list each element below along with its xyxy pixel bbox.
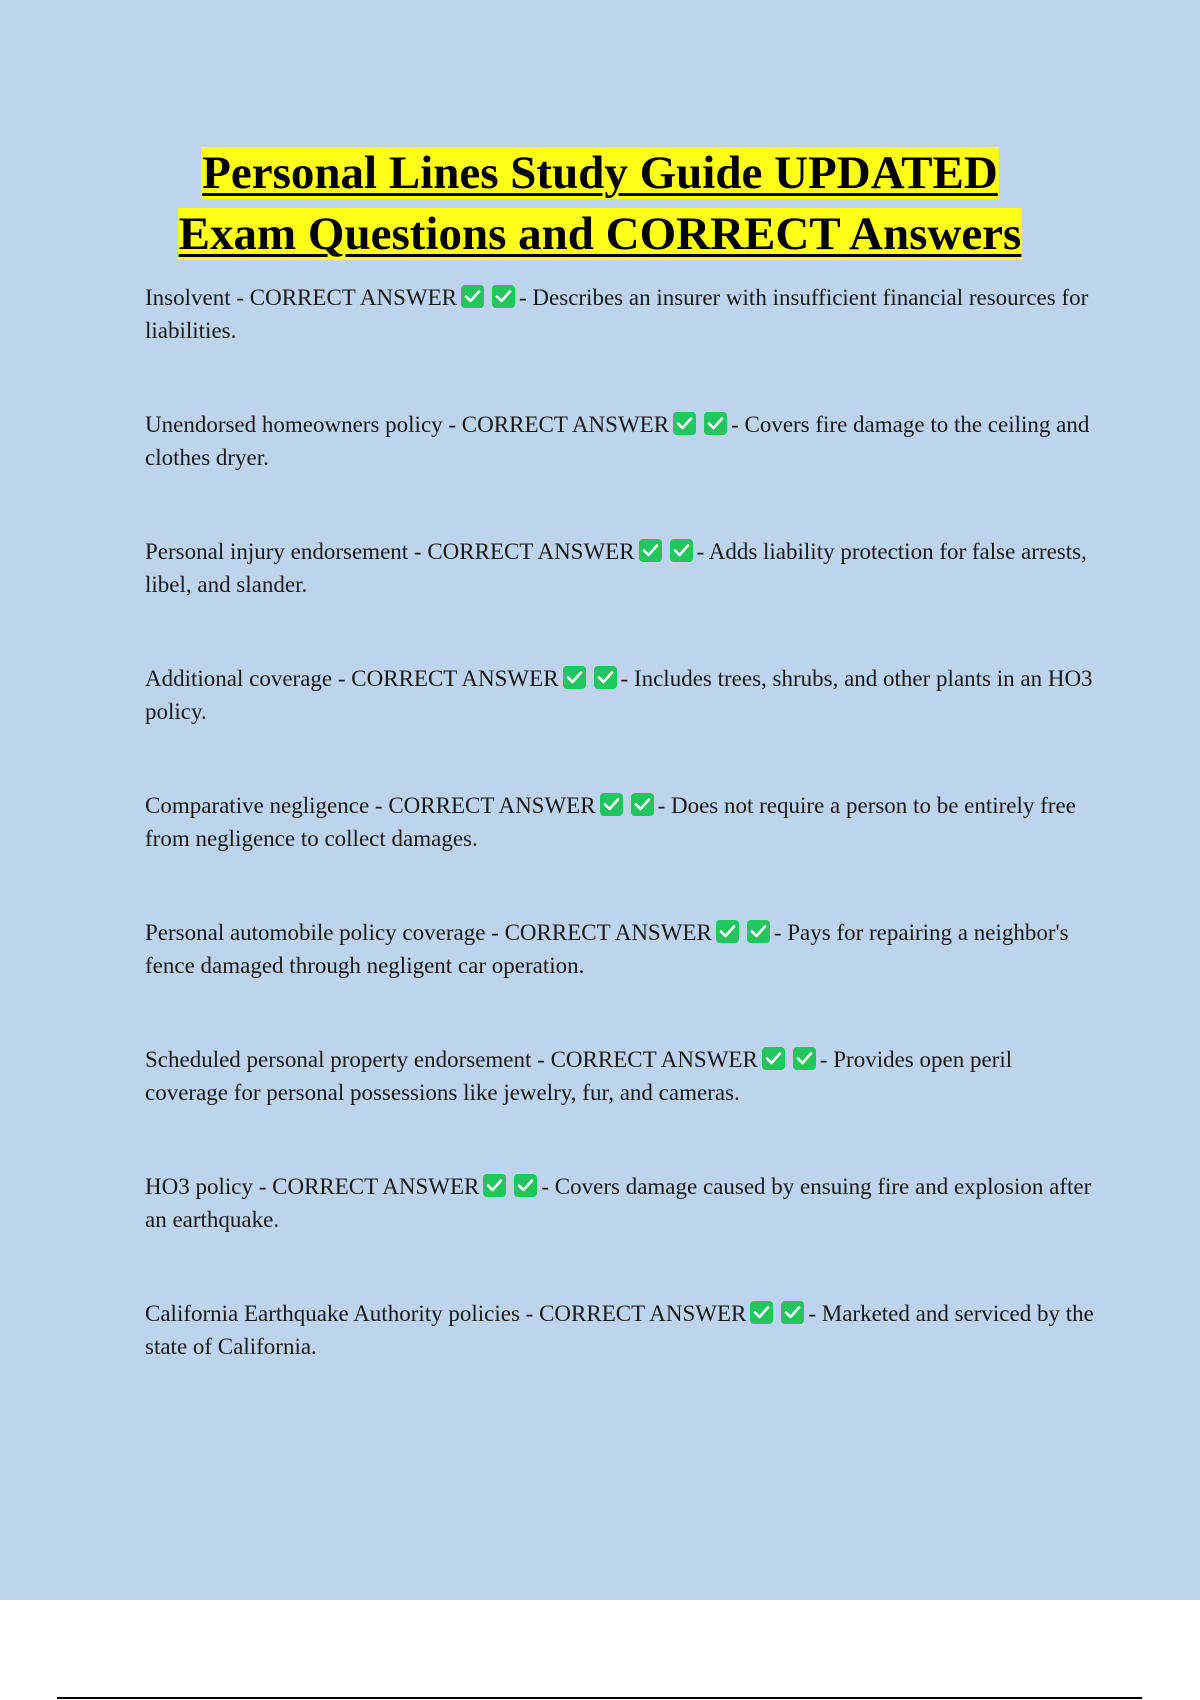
check-box-icon [483,1174,506,1197]
qa-term: Personal injury endorsement - CORRECT ANSWER [145,539,635,564]
qa-term: Insolvent - CORRECT ANSWER [145,285,458,310]
check-box-icon [461,285,484,308]
qa-item [145,409,1095,536]
qa-answer: - Describes an insurer with insufficient financial resources for liabilities. [145,285,1089,343]
check-box-icon [670,539,693,562]
check-box-icon [781,1301,804,1324]
check-box-icon [563,666,586,689]
title-line-1: Personal Lines Study Guide UPDATED [202,147,998,199]
qa-answer: - Does not require a person to be entirely free from negligence to collect damages. [145,793,1076,851]
check-box-icon [600,793,623,816]
check-box-icon [750,1301,773,1324]
qa-item [145,1044,1095,1171]
check-box-icon [492,285,515,308]
qa-answer: - Covers fire damage to the ceiling and clothes dryer. [145,412,1090,470]
qa-item [145,536,1095,663]
qa-answer: - Covers damage caused by ensuing fire and explosion after an earthquake. [145,1174,1092,1232]
qa-answer: - Adds liability protection for false arrests, libel, and slander. [145,539,1087,597]
qa-term: Additional coverage - CORRECT ANSWER [145,666,559,691]
qa-item [145,790,1095,917]
check-box-icon [704,412,727,435]
qa-term: Comparative negligence - CORRECT ANSWER [145,793,596,818]
check-box-icon [673,412,696,435]
check-box-icon [762,1047,785,1070]
qa-item [145,282,1095,409]
document-title [0,143,1200,265]
check-box-icon [716,920,739,943]
qa-answer: - Marketed and serviced by the state of California. [145,1301,1094,1359]
qa-term: Personal automobile policy coverage - CORRECT ANSWER [145,920,712,945]
qa-term: HO3 policy - CORRECT ANSWER [145,1174,480,1199]
qa-list [145,282,1095,1425]
check-box-icon [514,1174,537,1197]
qa-answer: - Provides open peril coverage for personal possessions like jewelry, fur, and cameras. [145,1047,1013,1105]
qa-term: Scheduled personal property endorsement - CORRECT ANSWER [145,1047,758,1072]
check-box-icon [631,793,654,816]
check-box-icon [747,920,770,943]
qa-item [145,663,1095,790]
qa-answer: - Includes trees, shrubs, and other plants in an HO3 policy. [145,666,1093,724]
check-box-icon [793,1047,816,1070]
check-box-icon [639,539,662,562]
qa-answer: - Pays for repairing a neighbor's fence damaged through negligent car operation. [145,920,1069,978]
qa-item [145,1298,1095,1425]
qa-item [145,1171,1095,1298]
qa-term: California Earthquake Authority policies - CORRECT ANSWER [145,1301,747,1326]
qa-item [145,917,1095,1044]
qa-term: Unendorsed homeowners policy - CORRECT ANSWER [145,412,670,437]
check-box-icon [594,666,617,689]
footer-divider [57,1697,1142,1699]
title-line-2: Exam Questions and CORRECT Answers [178,208,1022,260]
